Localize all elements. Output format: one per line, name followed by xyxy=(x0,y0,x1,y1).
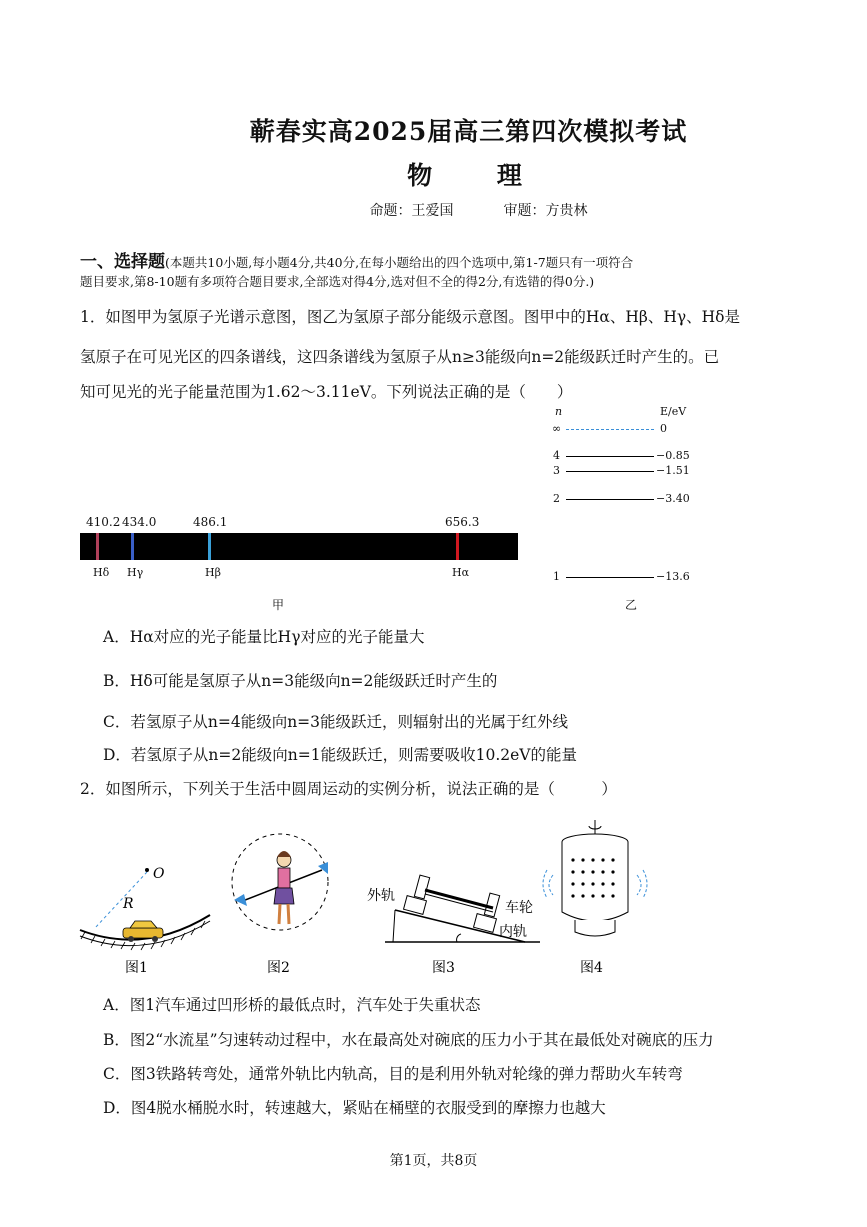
energy-header: E/eV xyxy=(660,405,687,418)
q2-stem: 2．如图所示，下列关于生活中圆周运动的实例分析，说法正确的是（ ） xyxy=(80,780,617,798)
fig3-outer-label: 外轨 xyxy=(367,888,395,904)
section-heading xyxy=(80,247,633,272)
exam-title: 蕲春实高2025届高三第四次模拟考试 xyxy=(249,117,688,146)
level-line-infinity xyxy=(566,429,654,430)
level-line-4 xyxy=(566,456,654,457)
spectral-line-h-beta xyxy=(208,533,211,560)
q2-option-c: C．图3铁路转弯处，通常外轨比内轨高，目的是利用外轨对轮缘的弹力帮助火车转弯 xyxy=(103,1065,683,1083)
spectral-label: Hβ xyxy=(205,566,221,579)
fig1-concave-bridge xyxy=(80,866,210,976)
fig4-spin-dryer xyxy=(543,820,647,976)
level-energy-label: −0.85 xyxy=(656,449,690,462)
fig1-label-r: R xyxy=(123,896,134,912)
level-n-label: 4 xyxy=(553,449,560,462)
n-header: n xyxy=(555,405,563,418)
q1-option-d: D．若氢原子从n=2能级向n=1能级跃迁，则需要吸收10.2eV的能量 xyxy=(103,746,577,764)
q1-line2: 氢原子在可见光区的四条谱线，这四条谱线为氢原子从n≥3能级向n=2能级跃迁时产生的。已 xyxy=(80,348,720,366)
level-energy-label: −3.40 xyxy=(656,492,690,505)
fig3-wheel-label: 车轮 xyxy=(505,900,533,916)
fig1-label-o: O xyxy=(153,866,165,882)
level-line-2 xyxy=(566,499,654,500)
level-n-label: ∞ xyxy=(552,422,562,435)
q1-option-a: A．Hα对应的光子能量比Hγ对应的光子能量大 xyxy=(103,628,425,646)
reviewer-label: 审题：方贵林 xyxy=(503,203,588,219)
level-energy-label: −1.51 xyxy=(656,464,690,477)
q2-figures xyxy=(75,820,795,976)
wavelength-label: 410.2 xyxy=(86,515,121,529)
section-note-line2: 题目要求,第8-10题有多项符合题目要求,全部选对得4分,选对但不全的得2分,有选错的得0分.) xyxy=(80,274,595,289)
level-n-label: 1 xyxy=(553,570,560,583)
fig2-caption: 图2 xyxy=(267,960,290,976)
bowl-icon xyxy=(234,894,247,906)
level-n-label: 3 xyxy=(553,464,560,477)
fig3-inner-label: 内轨 xyxy=(499,924,527,940)
wavelength-label: 486.1 xyxy=(193,515,228,529)
wavelength-label: 656.3 xyxy=(445,515,480,529)
level-n-label: 2 xyxy=(553,492,560,505)
fig1-caption: 图1 xyxy=(125,960,148,976)
fig3-railway xyxy=(367,875,540,976)
spectral-label: Hα xyxy=(452,566,470,579)
q2-option-b: B．图2“水流星”匀速转动过程中，水在最高处对碗底的压力小于其在最低处对碗底的压力 xyxy=(103,1031,714,1049)
subject-title: 物 理 xyxy=(407,161,550,190)
fig4-caption: 图4 xyxy=(580,960,603,976)
spectral-line-h-delta xyxy=(96,533,99,560)
level-line-1 xyxy=(566,577,654,578)
q1-line1: 1．如图甲为氢原子光谱示意图，图乙为氢原子部分能级示意图。图甲中的Hα、Hβ、Hγ、Hδ是 xyxy=(80,308,740,326)
q2-option-d: D．图4脱水桶脱水时，转速越大，紧贴在桶壁的衣服受到的摩擦力也越大 xyxy=(103,1099,606,1117)
level-line-3 xyxy=(566,471,654,472)
level-energy-label: 0 xyxy=(660,422,667,435)
author-label: 命题：王爱国 xyxy=(369,203,454,219)
authors-line xyxy=(0,200,867,220)
bowl-icon xyxy=(318,862,328,874)
wavelength-label: 434.0 xyxy=(122,515,157,529)
fig2-water-meteor xyxy=(232,834,328,976)
car-icon xyxy=(123,928,163,938)
spectral-label: Hδ xyxy=(93,566,110,579)
spectrum-bar xyxy=(80,533,518,560)
spectral-line-h-alpha xyxy=(456,533,459,560)
q1-option-b: B．Hδ可能是氢原子从n=3能级向n=2能级跃迁时产生的 xyxy=(103,672,498,690)
section-heading-text: 一、选择题 xyxy=(80,252,165,272)
q1-option-c: C．若氢原子从n=4能级向n=3能级跃迁，则辐射出的光属于红外线 xyxy=(103,713,569,731)
section-note-line1: (本题共10小题,每小题4分,共40分,在每小题给出的四个选项中,第1-7题只有一项符合 xyxy=(165,255,634,270)
figure-caption-jia: 甲 xyxy=(272,598,285,612)
level-energy-label: −13.6 xyxy=(656,570,690,583)
q2-option-a: A．图1汽车通过凹形桥的最低点时，汽车处于失重状态 xyxy=(103,996,481,1014)
page-footer: 第1页，共8页 xyxy=(389,1153,478,1169)
spectral-line-h-gamma xyxy=(131,533,134,560)
figure-caption-yi: 乙 xyxy=(625,598,638,612)
q1-line3: 知可见光的光子能量范围为1.62～3.11eV。下列说法正确的是（ ） xyxy=(80,383,573,401)
spectral-label: Hγ xyxy=(127,566,144,579)
fig3-caption: 图3 xyxy=(432,960,455,976)
